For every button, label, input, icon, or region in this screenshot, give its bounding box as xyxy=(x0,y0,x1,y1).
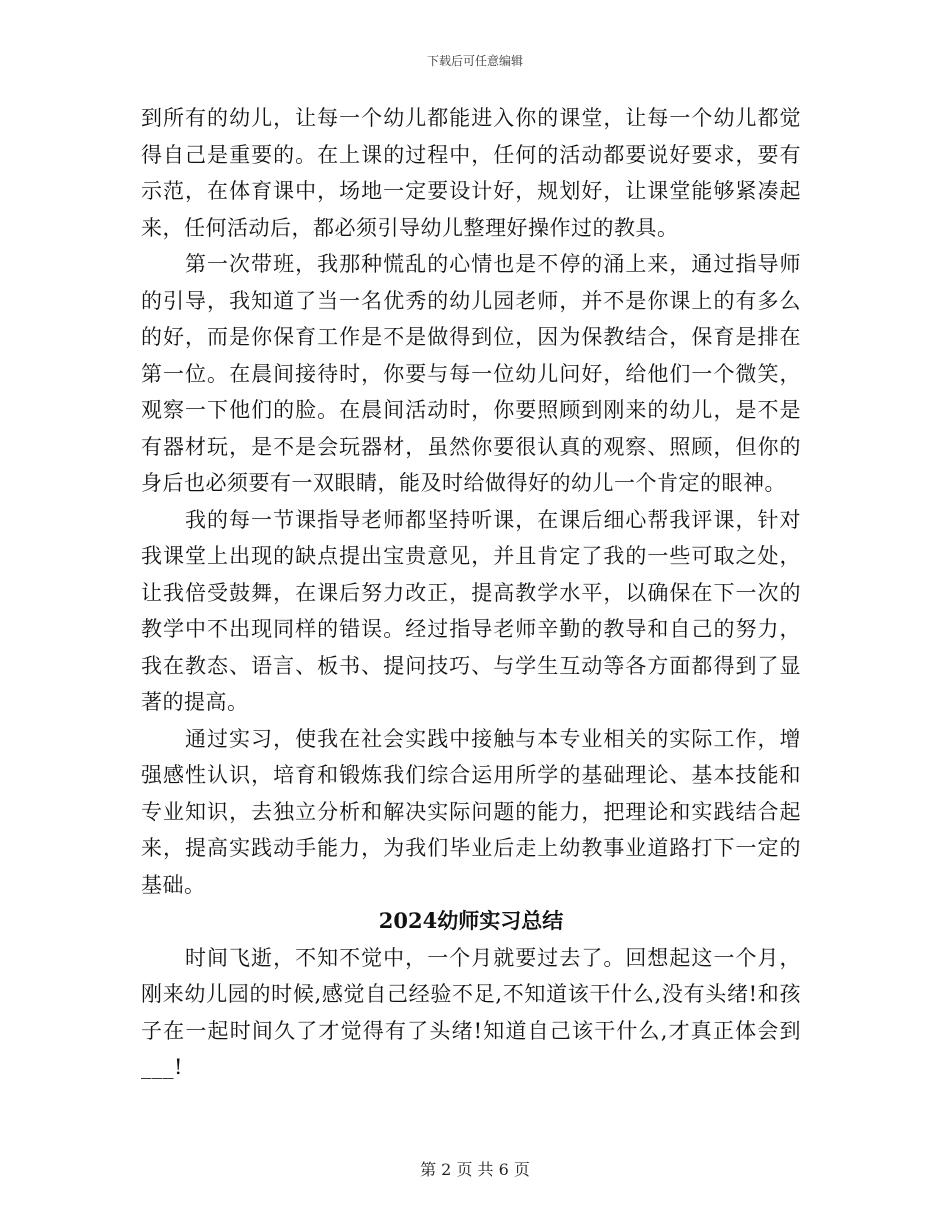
document-body xyxy=(141,100,801,1086)
section-title: 2024幼师实习总结 xyxy=(378,908,564,933)
paragraph-mentor-feedback: 我的每一节课指导老师都坚持听课，在课后细心帮我评课，针对我课堂上出现的缺点提出宝贵意见，并且肯定了我的一些可取之处，让我倍受鼓舞，在课后努力改正，提高教学水平，以确保在下一次的教学中不出现同样的错误。经过指导老师辛勤的教导和自己的努力，我在教态、语言、板书、提问技巧、与学生互动等各方面都得到了显著的提高。 xyxy=(141,507,801,714)
paragraph-first-class: 第一次带班，我那种慌乱的心情也是不停的涌上来，通过指导师的引导，我知道了当一名优秀的幼儿园老师，并不是你课上的有多么的好，而是你保育工作是不是做得到位，因为保教结合，保育是排在第一位。在晨间接待时，你要与每一位幼儿问好，给他们一个微笑，观察一下他们的脸。在晨间活动时，你要照顾到刚来的幼儿，是不是有器材玩，是不是会玩器材，虽然你要很认真的观察、照顾，但你的身后也必须要有一双眼睛，能及时给做得好的幼儿一个肯定的眼神。 xyxy=(141,252,801,495)
page-header: 下载后可任意编辑 xyxy=(426,54,523,68)
paragraph-internship-value: 通过实习，使我在社会实践中接触与本专业相关的实际工作，增强感性认识，培育和锻炼我们综合运用所学的基础理论、基本技能和专业知识，去独立分析和解决实际问题的能力，把理论和实践结合起来，提高实践动手能力，为我们毕业后走上幼教事业道路打下一定的基础。 xyxy=(141,726,801,897)
paragraph-continuation: 到所有的幼儿，让每一个幼儿都能进入你的课堂，让每一个幼儿都觉得自己是重要的。在上课的过程中，任何的活动都要说好要求，要有示范，在体育课中，场地一定要设计好，规划好，让课堂能够紧凑起来，任何活动后，都必须引导幼儿整理好操作过的教具。 xyxy=(141,106,801,240)
paragraph-summary-intro: 时间飞逝，不知不觉中，一个月就要过去了。回想起这一个月，刚来幼儿园的时候,感觉自己经验不足,不知道该干什么,没有头绪!和孩子在一起时间久了才觉得有了头绪!知道自己该干什么,才真正体会到___! xyxy=(141,945,801,1079)
page-number: 第 2 页 共 6 页 xyxy=(420,1160,530,1179)
